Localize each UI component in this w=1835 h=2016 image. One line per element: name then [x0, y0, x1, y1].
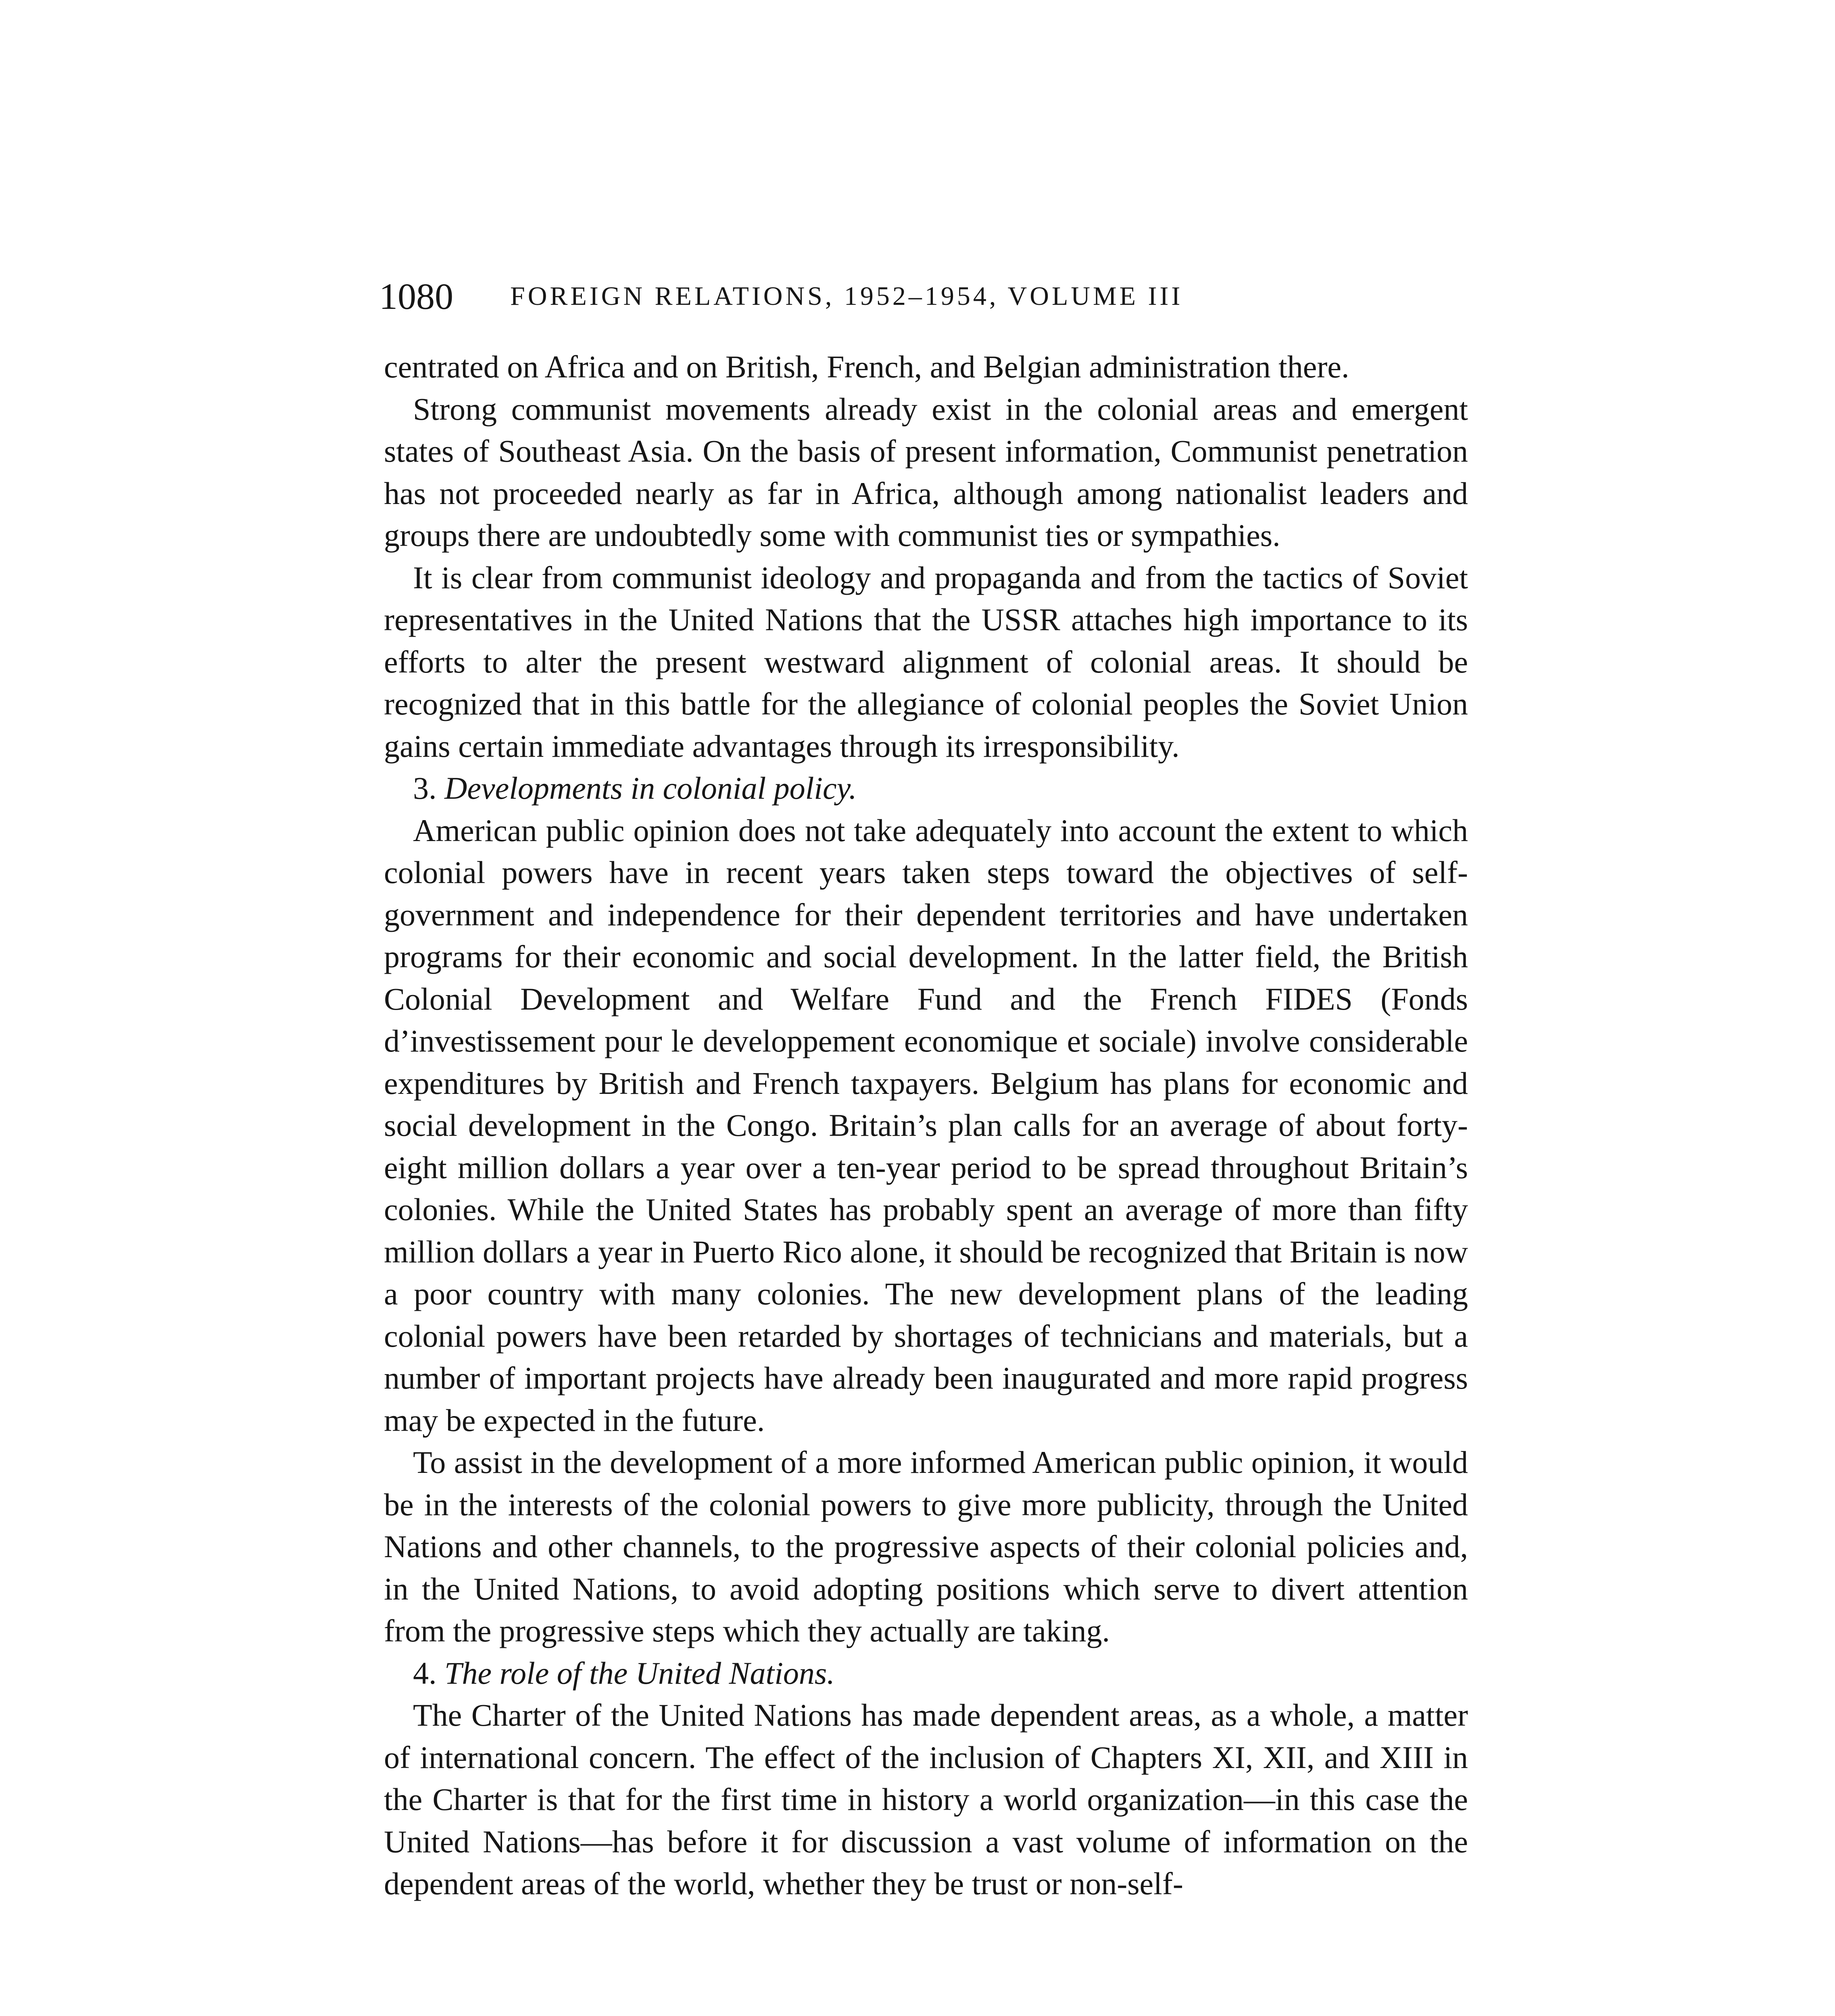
section-number: 4.: [413, 1655, 437, 1691]
paragraph: American public opinion does not take adequately into account the extent to which colonial powers have in recent years taken steps toward the objectives of self-government and independence for their dependent territories and have undertaken programs for their economic and social development. In the latter field, the British Colonial Development and Welfare Fund and the French FIDES (Fonds d’investissement pour le developpement economique et sociale) involve considerable expenditures by British and French taxpayers. Belgium has plans for economic and social development in the Congo. Britain’s plan calls for an average of about forty-eight million dollars a year over a ten-year period to be spread throughout Britain’s colonies. While the United States has probably spent an average of more than fifty million dollars a year in Puerto Rico alone, it should be recognized that Britain is now a poor country with many colonies. The new development plans of the leading colonial powers have been retarded by shortages of technicians and materials, but a number of important projects have already been inaugurated and more rapid progress may be expected in the future.: [384, 812, 1468, 1438]
running-head: FOREIGN RELATIONS, 1952–1954, VOLUME III: [510, 281, 1183, 311]
section-heading-4: [384, 1652, 1468, 1695]
paragraph: centrated on Africa and on British, French, and Belgian administration there.: [384, 349, 1349, 384]
paragraph: To assist in the development of a more informed American public opinion, it would be in the interests of the colonial powers to give more publicity, through the United Nations and other channels, to the progressive aspects of their colonial policies and, in the United Nations, to avoid adopting positions which serve to divert attention from the progressive steps which they actually are taking.: [384, 1445, 1468, 1648]
paragraph: It is clear from communist ideology and propaganda and from the tactics of Soviet representatives in the United Nations that the USSR attaches high importance to its efforts to alter the present westward alignment of colonial areas. It should be recognized that in this battle for the allegiance of colonial peoples the Soviet Union gains certain immediate advantages through its irresponsibility.: [384, 560, 1468, 764]
section-title: Developments in colonial policy.: [444, 771, 857, 806]
page-header: [379, 266, 1468, 327]
section-heading-3: [384, 767, 1468, 810]
section-title: The role of the United Nations.: [444, 1655, 835, 1691]
body-text: [384, 346, 1468, 1905]
page-number: 1080: [379, 276, 453, 317]
paragraph: The Charter of the United Nations has made dependent areas, as a whole, a matter of international concern. The effect of the inclusion of Chapters XI, XII, and XIII in the Charter is that for the first time in history a world organization—in this case the United Nations—has before it for discussion a vast volume of information on the dependent areas of the world, whether they be trust or non-self-: [384, 1697, 1468, 1901]
section-number: 3.: [413, 771, 437, 806]
paragraph: Strong communist movements already exist in the colonial areas and emergent states of Southeast Asia. On the basis of present information, Communist penetration has not proceeded nearly as far in Africa, although among nationalist leaders and groups there are undoubtedly some with communist ties or sympathies.: [384, 391, 1468, 553]
